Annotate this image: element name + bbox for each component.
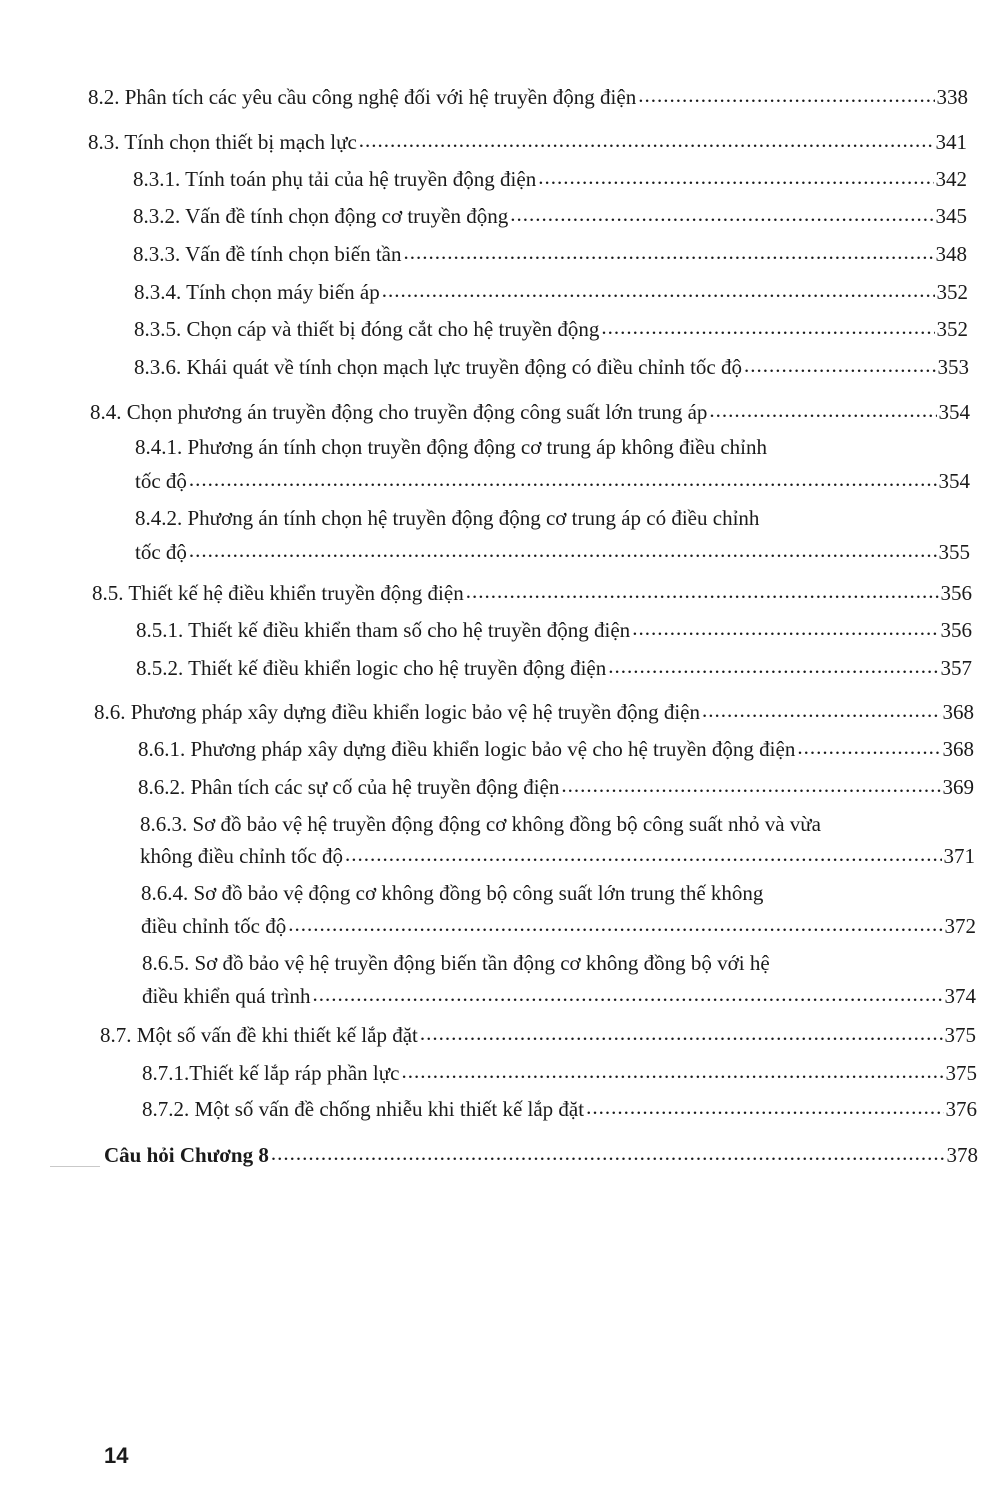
toc-entry-8-3-3 <box>133 241 967 267</box>
toc-entry-title: 8.3. Tính chọn thiết bị mạch lực <box>88 130 357 154</box>
scan-rule-mark <box>50 1166 100 1167</box>
toc-entry-8-3-2 <box>133 203 967 229</box>
dot-leader <box>345 841 942 867</box>
toc-entry-8-5-1 <box>136 617 972 643</box>
toc-entry-title: 8.7.1.Thiết kế lắp ráp phần lực <box>142 1061 400 1085</box>
dot-leader <box>601 314 934 340</box>
toc-entry-questions <box>104 1142 978 1168</box>
dot-leader <box>638 82 934 108</box>
toc-entry-title: điều chỉnh tốc độ <box>141 914 287 938</box>
toc-entry-page: 356 <box>940 618 972 642</box>
toc-entry-title: không điều chỉnh tốc độ <box>140 844 343 868</box>
dot-leader <box>561 772 940 798</box>
toc-entry-title: 8.6.2. Phân tích các sự cố của hệ truyền động điện <box>138 775 560 799</box>
toc-entry-page: 369 <box>942 775 974 799</box>
toc-entry-8-3-1 <box>133 166 967 192</box>
dot-leader <box>401 1058 943 1084</box>
dot-leader <box>382 277 935 303</box>
toc-entry-page: 375 <box>944 1023 976 1047</box>
toc-entry-page: 338 <box>936 85 968 109</box>
dot-leader <box>359 127 934 153</box>
toc-entry-8-6-3-line1: 8.6.3. Sơ đồ bảo vệ hệ truyền động động cơ không đồng bộ công suất nhỏ và vừa <box>140 812 821 836</box>
toc-entry-8-5 <box>92 580 972 606</box>
dot-leader <box>420 1020 943 1046</box>
toc-entry-page: 378 <box>946 1143 978 1167</box>
dot-leader <box>313 981 943 1007</box>
dot-leader <box>744 352 936 378</box>
toc-entry-page: 355 <box>938 540 970 564</box>
toc-entry-title: Câu hỏi Chương 8 <box>104 1143 269 1167</box>
toc-entry-page: 372 <box>944 914 976 938</box>
toc-entry-page: 368 <box>942 737 974 761</box>
dot-leader <box>709 397 936 423</box>
toc-entry-title: điều khiển quá trình <box>142 984 311 1008</box>
toc-entry-8-5-2 <box>136 655 972 681</box>
toc-entry-title: 8.6. Phương pháp xây dựng điều khiển logic bảo vệ hệ truyền động điện <box>94 700 701 724</box>
toc-entry-title: 8.7.2. Một số vấn đề chống nhiễu khi thiết kế lắp đặt <box>142 1097 585 1121</box>
toc-entry-page: 352 <box>936 317 968 341</box>
toc-entry-8-4-2-line1: 8.4.2. Phương án tính chọn hệ truyền động động cơ trung áp có điều chỉnh <box>135 506 760 530</box>
toc-entry-8-7-2 <box>142 1096 977 1122</box>
dot-leader <box>403 239 933 265</box>
dot-leader <box>189 537 937 563</box>
toc-entry-page: 375 <box>945 1061 977 1085</box>
toc-entry-page: 354 <box>938 400 970 424</box>
dot-leader <box>586 1094 943 1120</box>
toc-entry-8-7-1 <box>142 1060 977 1086</box>
dot-leader <box>271 1140 945 1166</box>
toc-entry-page: 341 <box>935 130 967 154</box>
toc-entry-title: 8.4. Chọn phương án truyền động cho truyền động công suất lớn trung áp <box>90 400 708 424</box>
dot-leader <box>702 697 940 723</box>
toc-entry-page: 354 <box>938 469 970 493</box>
page-number: 14 <box>104 1443 129 1468</box>
toc-entry-title: 8.5.2. Thiết kế điều khiển logic cho hệ truyền động điện <box>136 656 607 680</box>
toc-entry-8-4-2 <box>135 539 970 565</box>
dot-leader <box>632 615 938 641</box>
toc-entry-title: 8.5. Thiết kế hệ điều khiển truyền động điện <box>92 581 464 605</box>
toc-entry-8-4 <box>90 399 970 425</box>
toc-entry-title: 8.5.1. Thiết kế điều khiển tham số cho hệ truyền động điện <box>136 618 631 642</box>
toc-entry-title: 8.3.5. Chọn cáp và thiết bị đóng cắt cho hệ truyền động <box>134 317 600 341</box>
toc-entry-page: 376 <box>945 1097 977 1121</box>
toc-entry-title: 8.3.4. Tính chọn máy biến áp <box>134 280 380 304</box>
toc-entry-8-6-2 <box>138 774 974 800</box>
toc-entry-8-6-4-line1: 8.6.4. Sơ đồ bảo vệ động cơ không đồng bộ công suất lớn trung thế không <box>141 881 764 905</box>
dot-leader <box>466 578 939 604</box>
toc-entry-8-6 <box>94 699 974 725</box>
toc-entry-page: 348 <box>935 242 967 266</box>
toc-entry-8-7 <box>100 1022 976 1048</box>
dot-leader <box>510 201 933 227</box>
toc-entry-page: 353 <box>937 355 969 379</box>
dot-leader <box>538 164 933 190</box>
toc-entry-page: 374 <box>944 984 976 1008</box>
toc-entry-8-6-5-line1: 8.6.5. Sơ đồ bảo vệ hệ truyền động biến tần động cơ không đồng bộ với hệ <box>142 951 770 975</box>
dot-leader <box>189 466 937 492</box>
toc-entry-8-3-5 <box>134 316 968 342</box>
toc-entry-page: 345 <box>935 204 967 228</box>
dot-leader <box>608 653 938 679</box>
toc-entry-page: 371 <box>943 844 975 868</box>
toc-entry-title: 8.7. Một số vấn đề khi thiết kế lắp đặt <box>100 1023 418 1047</box>
toc-entry-title: 8.3.2. Vấn đề tính chọn động cơ truyền động <box>133 204 509 228</box>
toc-entry-page: 342 <box>935 167 967 191</box>
toc-entry-title: 8.6.1. Phương pháp xây dựng điều khiển logic bảo vệ cho hệ truyền động điện <box>138 737 796 761</box>
toc-entry-page: 356 <box>940 581 972 605</box>
toc-entry-8-2 <box>88 84 968 110</box>
toc-entry-title: 8.2. Phân tích các yêu cầu công nghệ đối với hệ truyền động điện <box>88 85 637 109</box>
toc-entry-8-4-1-line1: 8.4.1. Phương án tính chọn truyền động động cơ trung áp không điều chỉnh <box>135 435 768 459</box>
toc-entry-8-3 <box>88 129 967 155</box>
toc-entry-8-3-6 <box>134 354 969 380</box>
toc-entry-title: 8.3.1. Tính toán phụ tải của hệ truyền động điện <box>133 167 537 191</box>
toc-entry-page: 357 <box>940 656 972 680</box>
dot-leader <box>797 734 940 760</box>
toc-entry-8-6-1 <box>138 736 974 762</box>
toc-entry-page: 368 <box>942 700 974 724</box>
toc-entry-title: tốc độ <box>135 540 187 564</box>
toc-entry-title: 8.3.6. Khái quát về tính chọn mạch lực truyền động có điều chỉnh tốc độ <box>134 355 742 379</box>
dot-leader <box>288 911 942 937</box>
toc-entry-page: 352 <box>936 280 968 304</box>
toc-entry-8-6-3 <box>140 843 975 869</box>
toc-entry-title: 8.3.3. Vấn đề tính chọn biến tần <box>133 242 402 266</box>
toc-entry-title: tốc độ <box>135 469 187 493</box>
toc-entry-8-3-4 <box>134 279 968 305</box>
toc-entry-8-6-5 <box>142 983 976 1009</box>
toc-entry-8-4-1 <box>135 468 970 494</box>
toc-entry-8-6-4 <box>141 913 976 939</box>
